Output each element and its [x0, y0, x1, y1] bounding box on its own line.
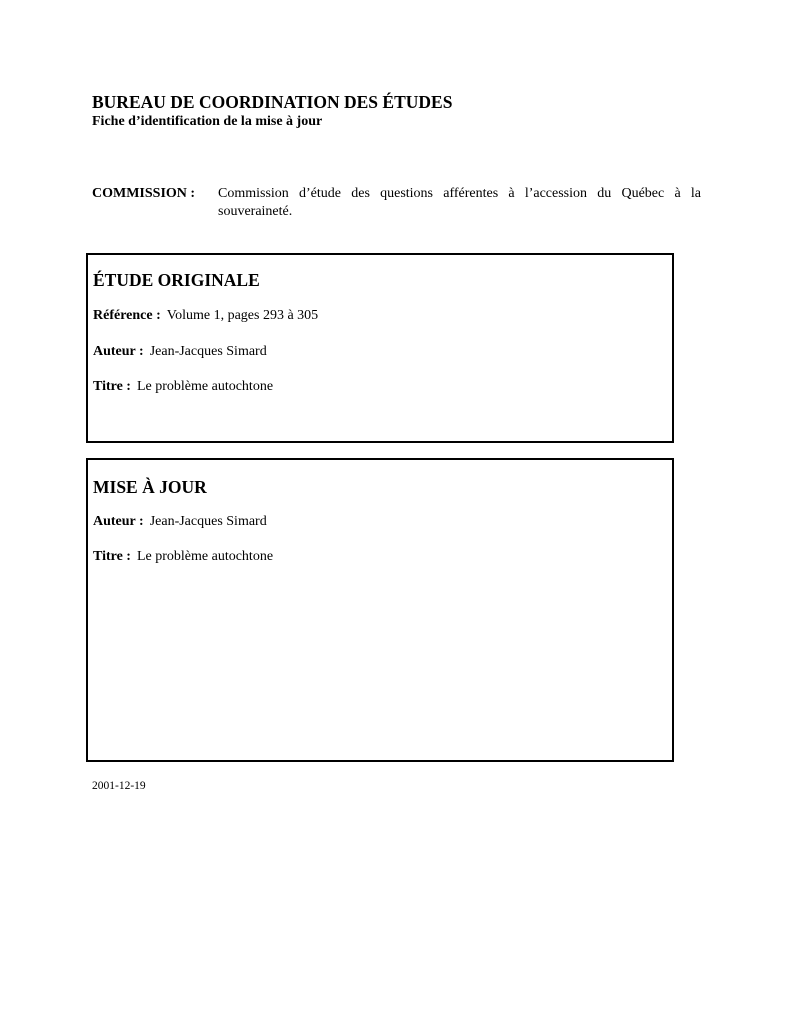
- original-reference-label: Référence :: [93, 308, 161, 323]
- original-author-field: [93, 343, 267, 360]
- original-title-value: Le problème autochtone: [136, 379, 274, 394]
- update-title-label: Titre :: [93, 549, 131, 564]
- original-study-box: [86, 253, 674, 443]
- header-title: BUREAU DE COORDINATION DES ÉTUDES: [92, 92, 453, 112]
- original-reference-field: [93, 307, 318, 324]
- update-title-value: Le problème autochtone: [136, 549, 274, 564]
- original-author-value: Jean-Jacques Simard: [149, 344, 267, 359]
- original-reference-value: Volume 1, pages 293 à 305: [166, 308, 319, 323]
- header-subtitle: Fiche d’identification de la mise à jour: [92, 114, 323, 129]
- update-author-value: Jean-Jacques Simard: [149, 514, 267, 529]
- commission-label: COMMISSION :: [92, 186, 196, 201]
- footer-date: 2001-12-19: [92, 780, 146, 792]
- update-box: [86, 458, 674, 762]
- update-title-field: [93, 548, 273, 565]
- original-title-label: Titre :: [93, 379, 131, 394]
- commission-section: [92, 185, 701, 221]
- update-author-label: Auteur :: [93, 514, 144, 529]
- update-author-field: [93, 513, 267, 530]
- update-heading: MISE À JOUR: [93, 477, 207, 497]
- original-title-field: [93, 378, 273, 395]
- original-author-label: Auteur :: [93, 344, 144, 359]
- commission-text: Commission d’étude des questions afférentes à l’accession du Québec à la souveraineté.: [218, 186, 701, 219]
- original-study-heading: ÉTUDE ORIGINALE: [93, 270, 260, 290]
